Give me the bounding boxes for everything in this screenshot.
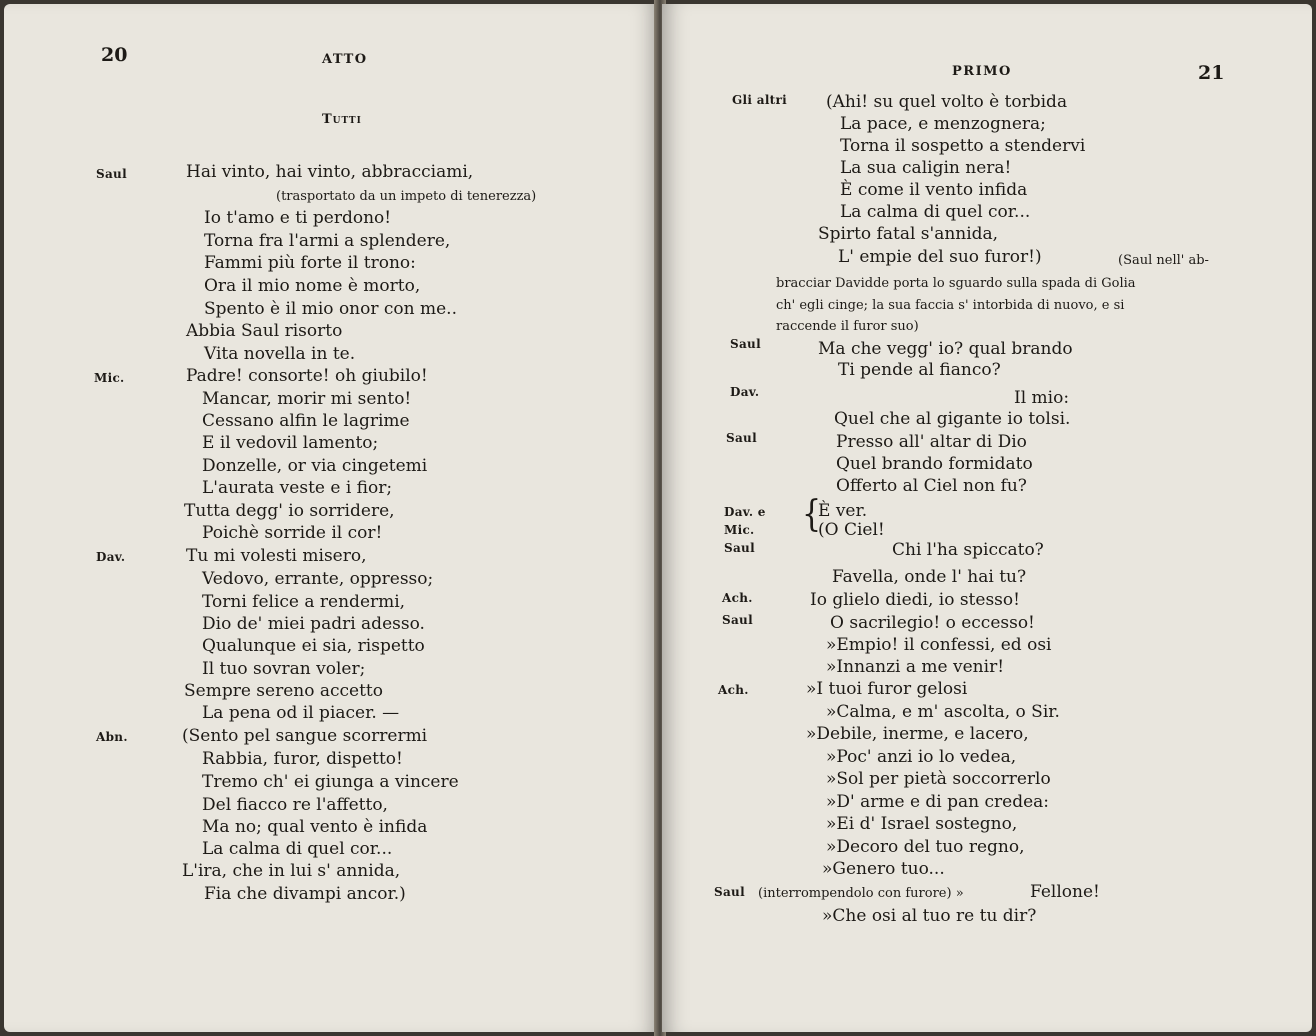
verse-line: Spento è il mio onor con me.. xyxy=(204,299,457,319)
verse-line: Ma no; qual vento è infida xyxy=(202,817,428,837)
stage-direction: ch' egli cinge; la sua faccia s' intorbida di nuovo, e si xyxy=(776,298,1125,313)
verse-line: Fellone! xyxy=(1030,882,1100,902)
verse-line: Torna il sospetto a stendervi xyxy=(840,136,1086,156)
verse-line: Tremo ch' ei giunga a vincere xyxy=(202,772,459,792)
verse-line: E il vedovil lamento; xyxy=(202,433,379,453)
verse-line: Del fiacco re l'affetto, xyxy=(202,795,388,815)
speaker-abn: Abn. xyxy=(96,730,128,744)
running-head: ATTO xyxy=(322,52,368,67)
verse-line: »Poc' anzi io lo vedea, xyxy=(826,747,1017,767)
right-page xyxy=(662,4,1312,1032)
verse-line: »Ei d' Israel sostegno, xyxy=(826,814,1018,834)
speaker-ach: Ach. xyxy=(718,683,749,697)
verse-line: »I tuoi furor gelosi xyxy=(806,679,968,699)
verse-line: »Calma, e m' ascolta, o Sir. xyxy=(826,702,1060,722)
verse-line: Fia che divampi ancor.) xyxy=(204,884,406,904)
verse-line: Favella, onde l' hai tu? xyxy=(832,567,1027,587)
stage-direction: raccende il furor suo) xyxy=(776,319,919,334)
verse-line: Tu mi volesti misero, xyxy=(186,546,367,566)
page-number: 20 xyxy=(101,44,128,66)
verse-line: Poichè sorride il cor! xyxy=(202,523,383,543)
verse-line: Ti pende al fianco? xyxy=(838,360,1001,380)
verse-line: La pace, e menzognera; xyxy=(840,114,1046,134)
stage-direction: (Saul nell' ab- xyxy=(1118,253,1209,268)
verse-line: (O Ciel! xyxy=(818,520,885,540)
verse-line: »Debile, inerme, e lacero, xyxy=(806,724,1029,744)
verse-line: »Sol per pietà soccorrerlo xyxy=(826,769,1051,789)
running-head: PRIMO xyxy=(952,64,1012,79)
verse-line: Vita novella in te. xyxy=(204,344,356,364)
verse-line: L'ira, che in lui s' annida, xyxy=(182,861,401,881)
verse-line: »Che osi al tuo re tu dir? xyxy=(822,906,1037,926)
verse-line: »Empio! il confessi, ed osi xyxy=(826,635,1052,655)
verse-line: Fammi più forte il trono: xyxy=(204,253,416,273)
speaker-dav-e: Dav. e xyxy=(724,505,766,519)
brace: { xyxy=(802,493,822,536)
verse-line: Il tuo sovran voler; xyxy=(202,659,366,679)
verse-line: Rabbia, furor, dispetto! xyxy=(202,749,403,769)
verse-line: Abbia Saul risorto xyxy=(186,321,343,341)
verse-line: Quel brando formidato xyxy=(836,454,1033,474)
verse-line: Spirto fatal s'annida, xyxy=(818,224,999,244)
verse-line: Il mio: xyxy=(1014,388,1070,408)
verse-line: La pena od il piacer. — xyxy=(202,703,400,723)
verse-line: Dio de' miei padri adesso. xyxy=(202,614,425,634)
verse-line: Ora il mio nome è morto, xyxy=(204,276,421,296)
verse-line: (Ahi! su quel volto è torbida xyxy=(826,92,1068,112)
verse-line: Ma che vegg' io? qual brando xyxy=(818,339,1073,359)
verse-line: L' empie del suo furor!) xyxy=(838,247,1042,267)
stage-direction: (interrompendolo con furore) » xyxy=(758,886,964,901)
verse-line: »Decoro del tuo regno, xyxy=(826,837,1025,857)
verse-line: »Innanzi a me venir! xyxy=(826,657,1005,677)
verse-line: Cessano alfin le lagrime xyxy=(202,411,410,431)
speaker-saul: Saul xyxy=(724,541,755,555)
speaker-ach: Ach. xyxy=(722,591,753,605)
verse-line: La calma di quel cor... xyxy=(202,839,393,859)
verse-line: Qualunque ei sia, rispetto xyxy=(202,636,425,656)
verse-line: Donzelle, or via cingetemi xyxy=(202,456,428,476)
verse-line: (Sento pel sangue scorrermi xyxy=(182,726,428,746)
speaker-gli-altri: Gli altri xyxy=(732,93,788,107)
page-number: 21 xyxy=(1198,62,1225,84)
verse-line: La sua caligin nera! xyxy=(840,158,1012,178)
stage-direction: bracciar Davidde porta lo sguardo sulla spada di Golia xyxy=(776,276,1136,291)
verse-line: È come il vento infida xyxy=(840,180,1028,200)
verse-line: Chi l'ha spiccato? xyxy=(892,540,1044,560)
speaker-saul: Saul xyxy=(714,885,745,899)
verse-line: Tutta degg' io sorridere, xyxy=(184,501,395,521)
speaker-saul: Saul xyxy=(726,431,757,445)
speaker-dav: Dav. xyxy=(730,385,760,399)
speaker-mic: Mic. xyxy=(724,523,755,537)
verse-line: Io glielo diedi, io stesso! xyxy=(810,590,1020,610)
speaker-mic: Mic. xyxy=(94,371,125,385)
verse-line: »Genero tuo... xyxy=(822,859,945,879)
verse-line: O sacrilegio! o eccesso! xyxy=(830,613,1035,633)
verse-line: Hai vinto, hai vinto, abbracciami, xyxy=(186,162,474,182)
verse-line: Torna fra l'armi a splendere, xyxy=(204,231,451,251)
stage-direction: (trasportato da un impeto di tenerezza) xyxy=(276,189,537,204)
verse-line: L'aurata veste e i fior; xyxy=(202,478,393,498)
verse-line: Padre! consorte! oh giubilo! xyxy=(186,366,428,386)
speaker-saul: Saul xyxy=(730,337,761,351)
verse-line: Quel che al gigante io tolsi. xyxy=(834,409,1071,429)
section-head: Tutti xyxy=(322,112,362,127)
verse-line: Io t'amo e ti perdono! xyxy=(204,208,392,228)
verse-line: Presso all' altar di Dio xyxy=(836,432,1027,452)
verse-line: Offerto al Ciel non fu? xyxy=(836,476,1027,496)
verse-line: Vedovo, errante, oppresso; xyxy=(202,569,434,589)
verse-line: Torni felice a rendermi, xyxy=(202,592,406,612)
verse-line: »D' arme e di pan credea: xyxy=(826,792,1050,812)
verse-line: Mancar, morir mi sento! xyxy=(202,389,412,409)
speaker-saul: Saul xyxy=(722,613,753,627)
speaker-dav: Dav. xyxy=(96,550,126,564)
verse-line: La calma di quel cor... xyxy=(840,202,1031,222)
left-page xyxy=(4,4,658,1032)
verse-line: È ver. xyxy=(818,501,868,521)
verse-line: Sempre sereno accetto xyxy=(184,681,383,701)
speaker-saul: Saul xyxy=(96,167,127,181)
